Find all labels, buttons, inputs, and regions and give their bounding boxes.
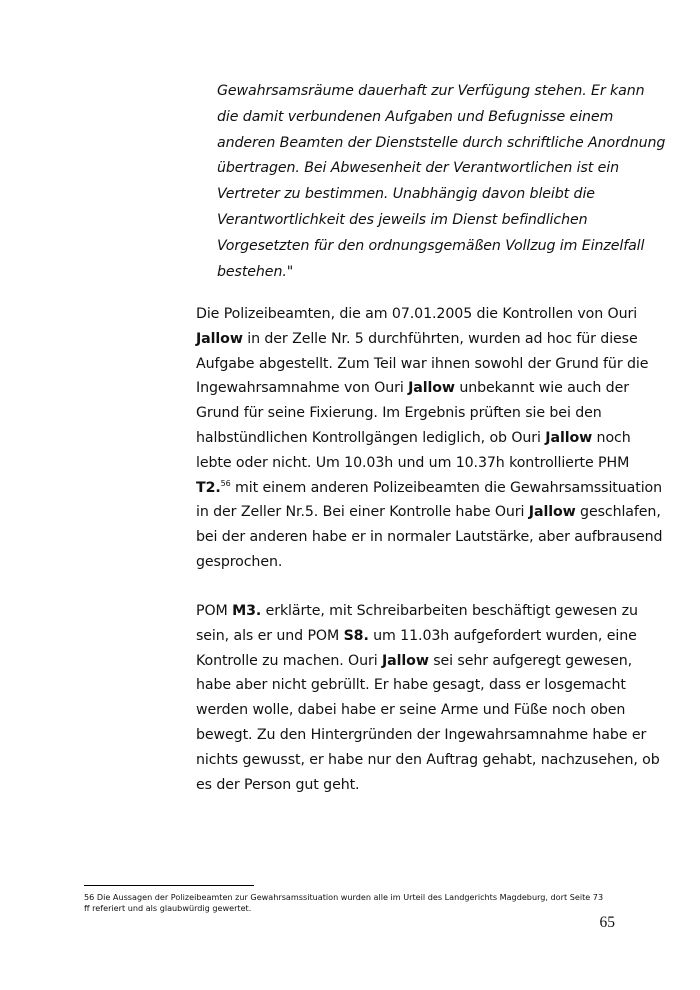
text-line: Ingewahrsamnahme von Ouri Jallow unbekannt wie auch der xyxy=(196,380,629,397)
paragraph-control-checks xyxy=(196,302,663,575)
name-bold: Jallow xyxy=(545,429,593,446)
footnote-line: ff referiert und als glaubwürdig gewertet. xyxy=(84,903,252,913)
paragraph-pom-statement xyxy=(196,599,660,797)
text-line: halbstündlichen Kontrollgängen lediglich, ob Ouri Jallow noch xyxy=(196,429,631,446)
quote-line: Verantwortlichkeit des jeweils im Dienst befindlichen xyxy=(217,211,588,228)
text-line: Jallow in der Zelle Nr. 5 durchführten, wurden ad hoc für diese xyxy=(196,330,638,347)
name-bold: T2. xyxy=(196,479,221,496)
quote-line: Vorgesetzten für den ordnungsgemäßen Vollzug im Einzelfall xyxy=(217,237,645,254)
footnote-reference[interactable]: 56 xyxy=(220,478,231,488)
name-bold: Jallow xyxy=(408,380,455,397)
name-bold: S8. xyxy=(343,627,369,644)
text-line: gesprochen. xyxy=(196,553,283,570)
text-line: nichts gewusst, er habe nur den Auftrag gehabt, nachzusehen, ob xyxy=(196,751,660,768)
quote-line: die damit verbundenen Aufgaben und Befugnisse einem xyxy=(217,108,614,125)
page-number: 65 xyxy=(599,914,615,931)
name-bold: M3. xyxy=(232,603,262,619)
quote-line: bestehen. xyxy=(217,263,287,280)
block-quote xyxy=(217,79,666,285)
name-bold: Jallow xyxy=(528,504,576,521)
text-line: bewegt. Zu den Hintergründen der Ingewahrsamnahme habe er xyxy=(196,726,647,743)
text-line: Kontrolle zu machen. Ouri Jallow sei sehr aufgeregt gewesen, xyxy=(196,652,633,669)
footnote-56 xyxy=(84,892,624,914)
name-bold: Jallow xyxy=(196,330,243,347)
text-line: es der Person gut geht. xyxy=(196,776,360,793)
quote-line: Vertreter zu bestimmen. Unabhängig davon bleibt die xyxy=(217,186,595,203)
text-line: Die Polizeibeamten, die am 07.01.2005 die Kontrollen von Ouri xyxy=(196,306,638,322)
quote-line: anderen Beamten der Dienststelle durch schriftliche Anordnung xyxy=(217,134,666,151)
text-line: bei der anderen habe er in normaler Lautstärke, aber aufbrausend xyxy=(196,529,663,546)
text-line: in der Zeller Nr.5. Bei einer Kontrolle habe Ouri Jallow geschlafen, xyxy=(196,504,661,521)
text-line: Grund für seine Fixierung. Im Ergebnis prüften sie bei den xyxy=(196,405,602,422)
footnote-line: 56 Die Aussagen der Polizeibeamten zur Gewahrsamssituation wurden alle im Urteil des Landgerichts Magdeburg, dort Seite 73 xyxy=(84,892,604,902)
footnote-separator xyxy=(84,885,254,886)
quote-closing-mark: " xyxy=(286,263,294,280)
text-line: POM M3. erklärte, mit Schreibarbeiten beschäftigt gewesen zu xyxy=(196,603,638,619)
text-line: sein, als er und POM S8. um 11.03h aufgefordert wurden, eine xyxy=(196,627,637,644)
quote-line: Gewahrsamsräume dauerhaft zur Verfügung stehen. Er kann xyxy=(217,83,645,99)
quote-last-line xyxy=(217,260,622,286)
text-line: Aufgabe abgestellt. Zum Teil war ihnen sowohl der Grund für die xyxy=(196,355,649,372)
text-line: werden wolle, dabei habe er seine Arme und Füße noch oben xyxy=(196,702,626,719)
name-bold: Jallow xyxy=(382,652,429,669)
text-line: lebte oder nicht. Um 10.03h und um 10.37h kontrollierte PHM xyxy=(196,454,630,471)
quote-line: übertragen. Bei Abwesenheit der Verantwortlichen ist ein xyxy=(217,160,620,177)
text-line: T2.56 mit einem anderen Polizeibeamten die Gewahrsamssituation xyxy=(196,478,663,496)
text-line: habe aber nicht gebrüllt. Er habe gesagt, dass er losgemacht xyxy=(196,677,626,694)
